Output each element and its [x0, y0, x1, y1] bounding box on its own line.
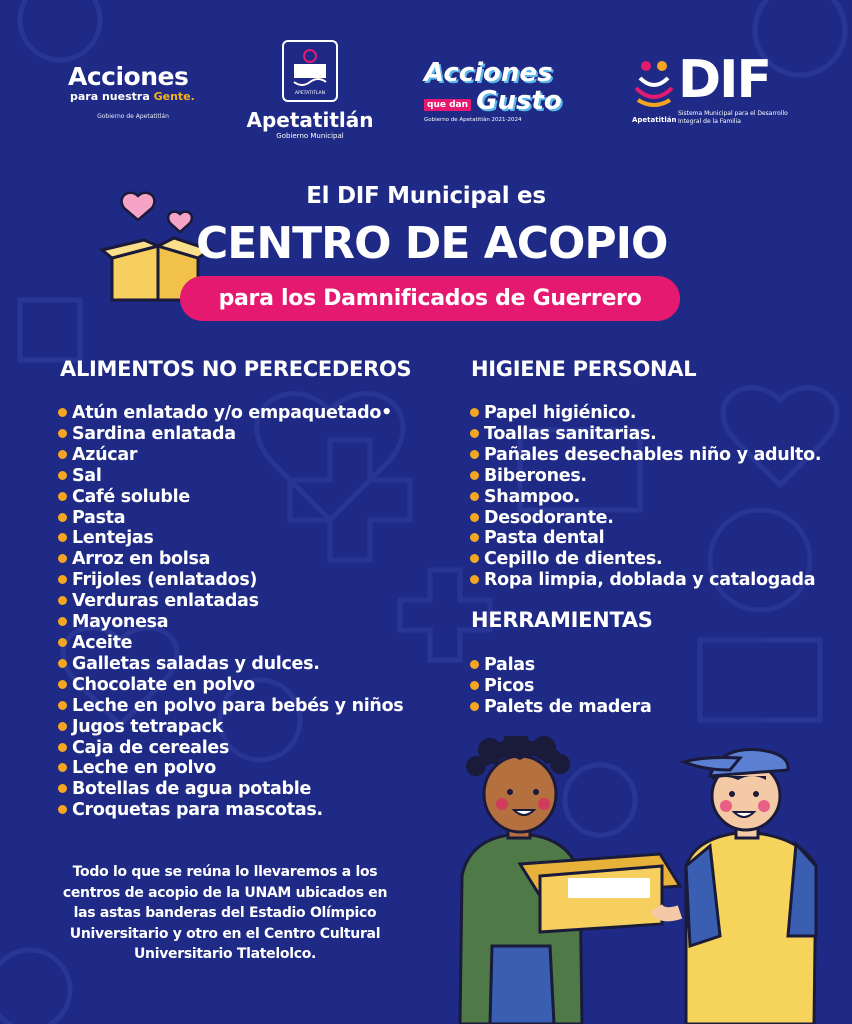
food-list [58, 403, 403, 821]
acciones-gusto-que: que dan [424, 99, 471, 111]
apetatitlan-badge-icon [282, 40, 338, 102]
acciones-gusto-logo [424, 60, 584, 123]
tools-heading: HERRAMIENTAS [471, 608, 653, 632]
list-item: Biberones. [470, 466, 821, 487]
page-title: CENTRO DE ACOPIO [196, 218, 668, 269]
acciones-gusto-word: Acciones [424, 58, 553, 88]
list-item: Azúcar [58, 445, 403, 466]
list-item: Lentejas [58, 528, 403, 549]
list-item: Desodorante. [470, 508, 821, 529]
acciones-logo-government: Gobierno de Apetatitlán [97, 113, 169, 120]
list-item: Pasta [58, 508, 403, 529]
acciones-gusto-government: Gobierno de Apetatitlán 2021-2024 [424, 117, 522, 123]
list-item: Picos [470, 676, 651, 697]
list-item: Papel higiénico. [470, 403, 821, 424]
list-item: Sal [58, 466, 403, 487]
acciones-logo-word: Acciones [68, 62, 189, 91]
list-item: Sardina enlatada [58, 424, 403, 445]
list-item: Shampoo. [470, 487, 821, 508]
list-item: Leche en polvo [58, 758, 403, 779]
list-item: Caja de cereales [58, 738, 403, 759]
acciones-logo-tagline [70, 90, 198, 103]
list-item: Frijoles (enlatados) [58, 570, 403, 591]
list-item: Jugos tetrapack [58, 717, 403, 738]
list-item: Galletas saladas y dulces. [58, 654, 403, 675]
acciones-gusto-gusto: Gusto [476, 86, 562, 116]
dif-name: DIF [678, 50, 771, 110]
apetatitlan-sub: Gobierno Municipal [276, 132, 344, 140]
people-handing-box-illustration [450, 736, 852, 1024]
list-item: Cepillo de dientes. [470, 549, 821, 570]
list-item: Leche en polvo para bebés y niños [58, 696, 403, 717]
apetatitlan-name: Apetatitlán [246, 108, 374, 132]
subtitle: El DIF Municipal es [306, 183, 546, 209]
list-item: Croquetas para mascotas. [58, 800, 403, 821]
list-item: Café soluble [58, 487, 403, 508]
footer-note: Todo lo que se reúna lo llevaremos a los centros de acopio de la UNAM ubicados en las astas banderas del Estadio Olímpico Universitario y otro en el Centro Cultural Universitario Tlatelolco. [62, 864, 388, 963]
acciones-logo [68, 64, 198, 120]
dif-logo [632, 50, 802, 128]
list-item: Pañales desechables niño y adulto. [470, 445, 821, 466]
list-item: Botellas de agua potable [58, 779, 403, 800]
list-item: Toallas sanitarias. [470, 424, 821, 445]
food-heading: ALIMENTOS NO PERECEDEROS [60, 357, 412, 381]
list-item: Pasta dental [470, 528, 821, 549]
list-item: Atún enlatado y/o empaquetado• [58, 403, 403, 424]
apetatitlan-badge-text: APETATITLAN [294, 91, 326, 96]
list-item: Arroz en bolsa [58, 549, 403, 570]
dif-town: Apetatitlán [632, 116, 677, 124]
hygiene-list [470, 403, 821, 591]
list-item: Palas [470, 655, 651, 676]
apetatitlan-logo [242, 40, 378, 140]
acciones-tagline-prefix: para nuestra [70, 90, 150, 103]
dif-emblem-icon [632, 58, 676, 116]
list-item: Verduras enlatadas [58, 591, 403, 612]
donation-box-icon [520, 854, 680, 932]
tools-list [470, 655, 651, 718]
list-item: Palets de madera [470, 697, 651, 718]
hygiene-heading: HIGIENE PERSONAL [471, 357, 697, 381]
list-item: Chocolate en polvo [58, 675, 403, 696]
acciones-tagline-accent: Gente. [153, 90, 195, 103]
list-item: Ropa limpia, doblada y catalogada [470, 570, 821, 591]
list-item: Aceite [58, 633, 403, 654]
dif-description: Sistema Municipal para el Desarrollo Integral de la Familia [678, 110, 788, 125]
logo-bar [0, 38, 852, 158]
title-banner: para los Damnificados de Guerrero [180, 276, 680, 321]
list-item: Mayonesa [58, 612, 403, 633]
heart-icon [168, 212, 192, 232]
